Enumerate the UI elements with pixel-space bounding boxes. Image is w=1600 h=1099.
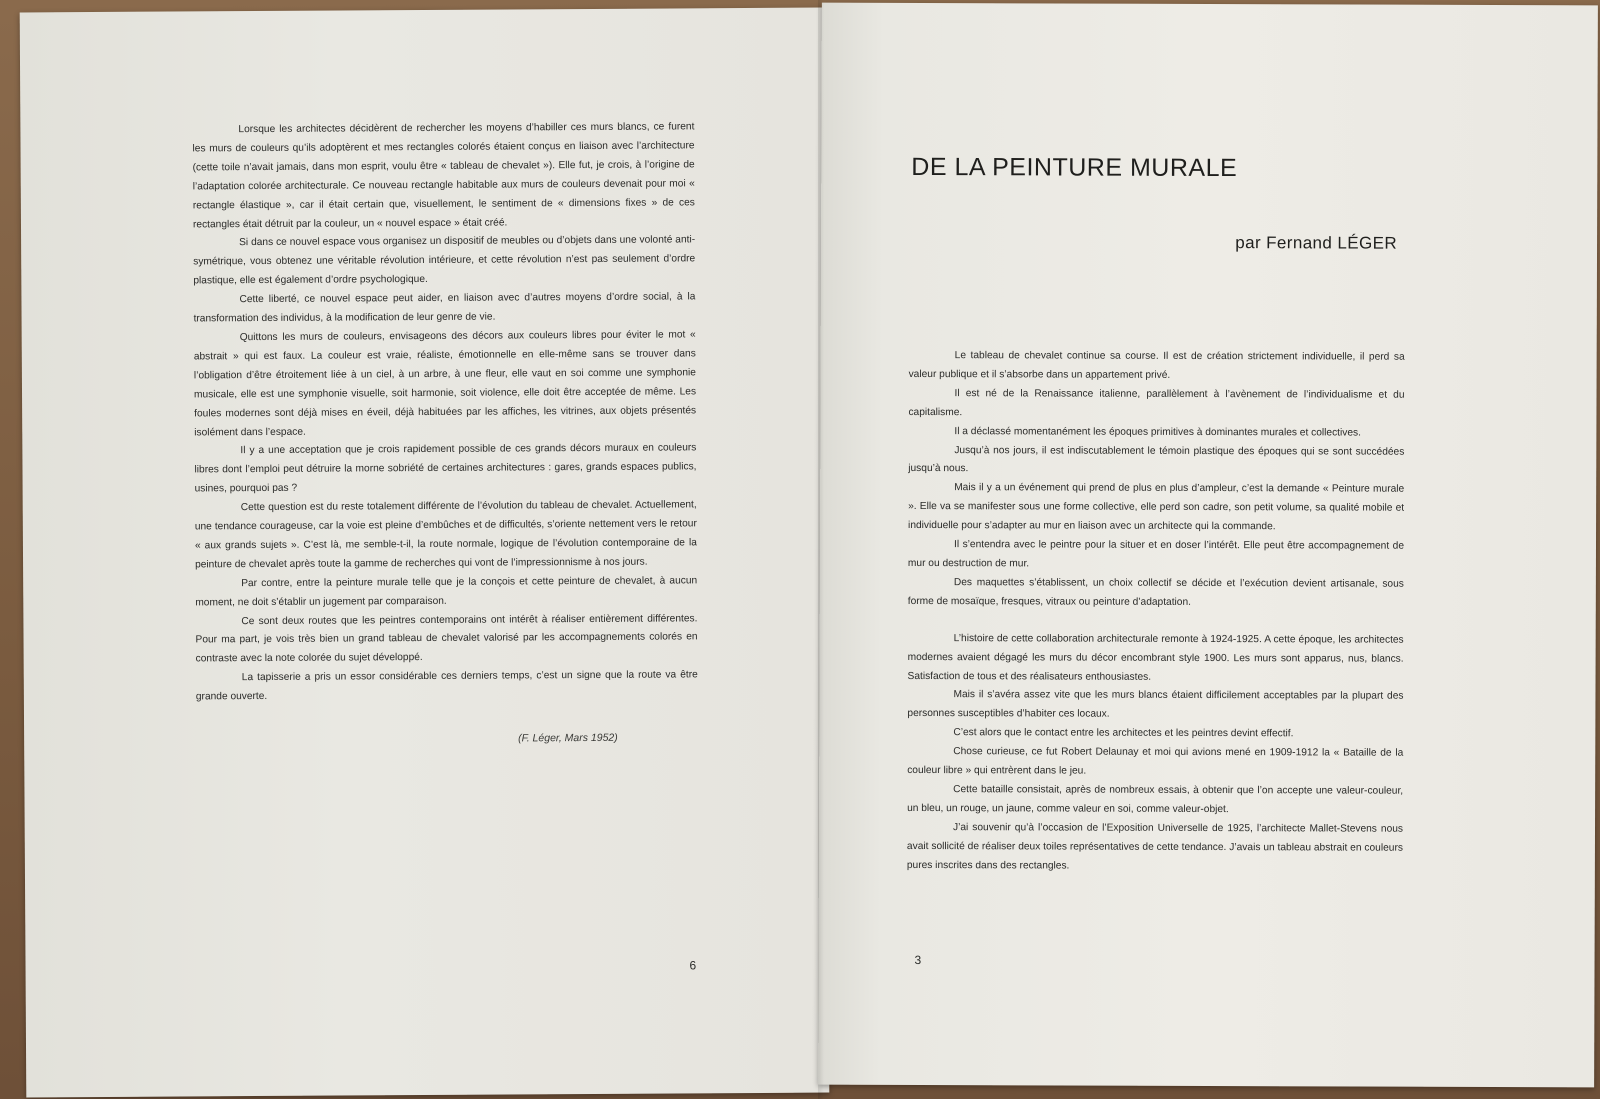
center-fold — [818, 0, 824, 1099]
signature: (F. Léger, Mars 1952) — [518, 731, 618, 745]
paragraph: J’ai souvenir qu’à l’occasion de l’Exposition Universelle de 1925, l’architecte Mallet-Stevens nous avait sollicité de réaliser deux toiles représentatives de cette tendance. J’avais un tableau abstrait en couleurs pures inscrites dans des rectangles. — [906, 821, 1404, 872]
paragraph: Ce sont deux routes que les peintres contemporains ont intérêt à réaliser entièrement différentes. Pour ma part, je vois très bien un grand tableau de chevalet valorisé par les accompagnements colorés en contraste avec la note colorée du sujet développé. — [195, 612, 698, 665]
paragraph: Cette liberté, ce nouvel espace peut aider, en liaison avec d’autres moyens d’ordre social, à la transformation des individus, à la modification de leur genre de vie. — [193, 291, 696, 325]
paragraph: Il est né de la Renaissance italienne, parallèlement à l’avènement de l’individualisme et du capitalisme. — [908, 387, 1405, 418]
paragraph: Il a déclassé momentanément les époques primitives à dominantes murales et collectives. — [954, 425, 1361, 439]
page-number: 3 — [914, 952, 922, 968]
left-body-text — [192, 118, 698, 707]
article-title: DE LA PEINTURE MURALE — [911, 152, 1238, 183]
paragraph: Cette question est du reste totalement différente de l’évolution du tableau de chevalet. Actuellement, une tendance courageuse, car la voie est pleine d’embûches et de difficultés, s’oriente nettement vers le retour « aux grands sujets ». C’est là, me semble-t-il, la route normale, logique de l’évolution contemporaine de la peinture de chevalet après toute la gamme de recherches qui vont de l’impressionnisme à nos jours. — [194, 499, 697, 571]
paragraph: Cette bataille consistait, après de nombreux essais, à obtenir que l’on accepte une valeur-couleur, un bleu, un rouge, un jaune, comme valeur en soi, comme valeur-objet. — [907, 784, 1404, 815]
paragraph: Il y a une acceptation que je crois rapidement possible de ces grands décors muraux en couleurs libres dont l’emploi peut détruire la morne sobriété de certaines architectures : gares, grands espaces publics, usines, pourquoi pas ? — [194, 442, 697, 495]
paragraph: Chose curieuse, ce fut Robert Delaunay et moi qui avions mené en 1909-1912 la « Bataille de la couleur libre » qui entrèrent dans le jeu. — [907, 746, 1404, 777]
left-page — [20, 8, 830, 1098]
paragraph: Par contre, entre la peinture murale telle que je la conçois et cette peinture de chevalet, à aucun moment, ne doit s’établir un jugement par comparaison. — [195, 575, 698, 609]
paragraph: L’histoire de cette collaboration architecturale remonte à 1924-1925. A cette époque, les architectes modernes avaient dégagé les murs du décor encombrant style 1900. Les murs sont apparus, nus, blancs. Satisfaction de tous et des réalisateurs enthousiastes. — [907, 632, 1404, 683]
paragraph: Jusqu’à nos jours, il est indiscutablement le témoin plastique des époques qui se sont succédées jusqu’à nous. — [908, 444, 1405, 475]
paragraph: Mais il y a un événement qui prend de plus en plus d’ampleur, c’est la demande « Peinture murale ». Elle va se manifester sous une forme collective, elle perd son cadre, son petit volume, sa qualité mobile et individuelle pour s’adapter au mur en liaison avec un architecte qui la commande. — [908, 482, 1405, 533]
paragraph: Il s’entendra avec le peintre pour la situer et en doser l’intérêt. Elle peut être accompagnement de mur ou destruction de mur. — [907, 539, 1405, 570]
right-page — [818, 3, 1598, 1088]
paragraph: C’est alors que le contact entre les architectes et les peintres devint effectif. — [953, 727, 1294, 740]
paragraph: Quittons les murs de couleurs, envisageons des décors aux couleurs libres pour éviter le mot « abstrait » qui est faux. La couleur est vraie, réaliste, émotionnelle en elle-même sans se trouver dans l’obligation d’être étroitement liée à un ciel, à un arbre, à une fleur, elle vaut en soi comme une symphonie musicale, elle est une symphonie visuelle, soit harmonie, soit violence, elle doit être acceptée de même. Les foules modernes sont déjà mises en éveil, déjà habituées par les affiches, les vitrines, aux objets présentés isolément dans l’espace. — [193, 329, 697, 438]
paragraph: Si dans ce nouvel espace vous organisez un dispositif de meubles ou d’objets dans une volonté anti-symétrique, vous obtenez une véritable révolution intérieure, et cette révolution n’est pas seulement d’ordre plastique, elle est également d’ordre psychologique. — [193, 234, 696, 287]
page-number: 6 — [689, 958, 697, 973]
author-byline: par Fernand LÉGER — [1235, 233, 1398, 253]
paragraph: Lorsque les architectes décidèrent de rechercher les moyens d’habiller ces murs blancs, ce furent les murs de couleurs qu’ils adoptèrent et mes rectangles colorés étaient conçus en liaison avec l’architecture (cette toile n’avait jamais, dans mon esprit, voulu être « tableau de chevalet »). Elle fut, je crois, à l’origine de l’adaptation colorée architecturale. Ce nouveau rectangle habitable aux murs de couleurs devenait pour moi « rectangle élastique », car il était certain que, visuellement, le sentiment de « dimensions fixes » de ces rectangles était détruit par la couleur, un « nouvel espace » était créé. — [192, 121, 695, 230]
paragraph: Des maquettes s’établissent, un choix collectif se décide et l’exécution devient artisanale, sous forme de mosaïque, fresques, vitraux ou peinture d’adaptation. — [907, 576, 1404, 608]
right-body-text — [907, 347, 1405, 877]
paragraph: Le tableau de chevalet continue sa course. Il est de création strictement individuelle, il perd sa valeur publique et il s’absorbe dans un appartement privé. — [908, 350, 1405, 381]
paragraph: Mais il s’avéra assez vite que les murs blancs étaient difficilement acceptables par la plupart des personnes susceptibles d’habiter ces locaux. — [907, 689, 1404, 720]
paragraph: La tapisserie a pris un essor considérable ces derniers temps, c’est un signe que la route va être grande ouverte. — [195, 669, 698, 703]
section-gap — [908, 612, 1404, 632]
